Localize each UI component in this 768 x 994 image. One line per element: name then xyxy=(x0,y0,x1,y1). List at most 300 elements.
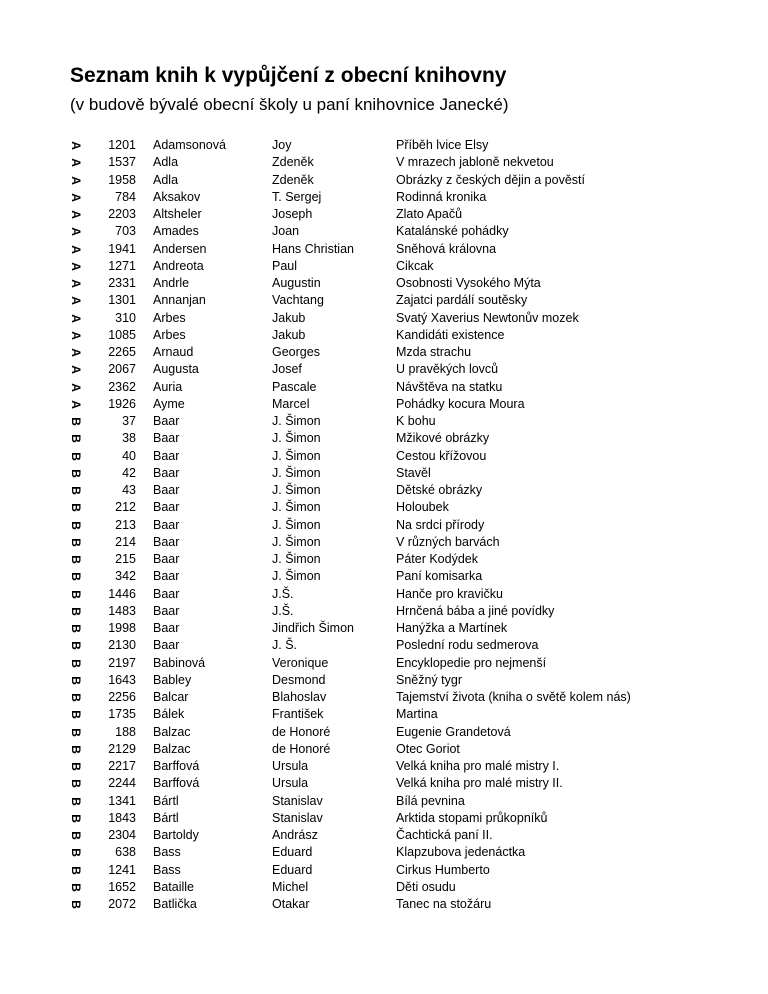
letter-marker xyxy=(66,844,84,861)
author-first-name: Ursula xyxy=(272,759,309,773)
book-row xyxy=(66,465,706,482)
letter-marker-text: B xyxy=(68,417,83,426)
book-row xyxy=(66,862,706,879)
letter-marker-text: A xyxy=(68,382,83,392)
book-title: Rodinná kronika xyxy=(396,189,487,204)
book-number: 1446 xyxy=(108,586,136,601)
book-row xyxy=(66,568,706,585)
author-surname: Baar xyxy=(153,638,180,653)
book-title: Dětské obrázky xyxy=(396,483,483,497)
book-row xyxy=(66,258,706,275)
book-number: 2129 xyxy=(108,741,136,756)
book-title: Děti osudu xyxy=(396,879,456,894)
letter-marker-text: B xyxy=(68,762,83,771)
author-first-name: de Honoré xyxy=(272,741,331,756)
author-first-name: Michel xyxy=(272,879,309,894)
book-title: Osobnosti Vysokého Mýta xyxy=(396,276,541,290)
book-row xyxy=(66,206,706,223)
letter-marker xyxy=(66,586,84,603)
letter-marker-text: A xyxy=(68,244,83,254)
book-title: Tanec na stožáru xyxy=(396,897,492,911)
book-row xyxy=(66,534,706,551)
book-title: Arktida stopami průkopníků xyxy=(396,810,548,825)
book-title: Stavěl xyxy=(396,465,431,480)
author-first-name: J. Šimon xyxy=(272,517,321,532)
book-row xyxy=(66,172,706,189)
author-surname: Barffová xyxy=(153,776,200,791)
book-row xyxy=(66,430,706,447)
letter-marker-text: B xyxy=(68,676,83,685)
author-surname: Baar xyxy=(153,621,180,635)
author-surname: Babinová xyxy=(153,655,206,670)
author-surname: Balzac xyxy=(153,741,191,756)
author-first-name: Josef xyxy=(272,362,302,377)
author-first-name: Stanislav xyxy=(272,810,323,825)
book-title: Zajatci pardálí soutěsky xyxy=(396,293,528,308)
author-surname: Baar xyxy=(153,500,180,515)
book-row xyxy=(66,137,706,154)
author-first-name: J.Š. xyxy=(272,603,294,618)
author-surname: Baar xyxy=(153,431,180,446)
author-surname: Annanjan xyxy=(153,293,206,308)
book-title: V různých barvách xyxy=(396,534,500,549)
letter-marker xyxy=(66,741,84,758)
letter-marker-text: B xyxy=(68,814,83,823)
author-surname: Bártl xyxy=(153,810,179,825)
book-row xyxy=(66,310,706,327)
letter-marker-text: B xyxy=(68,883,83,892)
book-row xyxy=(66,827,706,844)
book-row xyxy=(66,223,706,240)
book-number: 2217 xyxy=(108,759,136,773)
book-row xyxy=(66,396,706,413)
book-title: U pravěkých lovců xyxy=(396,362,499,377)
book-number: 2244 xyxy=(108,776,136,791)
book-number: 1301 xyxy=(108,293,136,308)
book-number: 188 xyxy=(115,724,136,739)
book-title: K bohu xyxy=(396,414,436,428)
letter-marker xyxy=(66,758,84,775)
author-first-name: Paul xyxy=(272,258,298,273)
book-number: 215 xyxy=(115,552,136,566)
author-surname: Bartoldy xyxy=(153,828,199,842)
letter-marker-text: B xyxy=(68,451,83,461)
author-first-name: Otakar xyxy=(272,897,310,911)
letter-marker xyxy=(66,620,84,637)
letter-marker xyxy=(66,396,84,413)
author-first-name: Desmond xyxy=(272,672,326,687)
author-surname: Augusta xyxy=(153,362,199,377)
book-title: Eugenie Grandetová xyxy=(396,724,511,739)
book-row xyxy=(66,292,706,309)
book-list xyxy=(66,137,706,913)
letter-marker-text: A xyxy=(68,313,83,323)
book-title: Martina xyxy=(396,707,438,722)
book-number: 43 xyxy=(122,483,136,497)
book-row xyxy=(66,586,706,603)
author-surname: Aksakov xyxy=(153,189,201,204)
letter-marker xyxy=(66,517,84,534)
book-title: Svatý Xaverius Newtonův mozek xyxy=(396,310,579,325)
letter-marker-text: B xyxy=(68,693,83,702)
letter-marker-text: A xyxy=(68,141,83,150)
book-row xyxy=(66,154,706,171)
author-surname: Andersen xyxy=(153,241,207,256)
book-title: Tajemství života (kniha o světě kolem nás) xyxy=(396,690,631,704)
book-number: 214 xyxy=(115,534,136,549)
letter-marker xyxy=(66,499,84,516)
author-first-name: J. Šimon xyxy=(272,483,321,497)
book-title: Holoubek xyxy=(396,500,449,515)
author-surname: Balzac xyxy=(153,724,191,739)
book-row xyxy=(66,724,706,741)
letter-marker xyxy=(66,655,84,672)
book-row xyxy=(66,775,706,792)
author-first-name: Hans Christian xyxy=(272,241,354,256)
letter-marker xyxy=(66,189,84,206)
letter-marker-text: B xyxy=(68,710,83,720)
author-surname: Adla xyxy=(153,155,179,170)
book-title: Mžikové obrázky xyxy=(396,431,490,446)
book-title: Zlato Apačů xyxy=(396,207,463,221)
book-number: 1652 xyxy=(108,879,136,894)
letter-marker xyxy=(66,568,84,585)
letter-marker xyxy=(66,137,84,154)
letter-marker xyxy=(66,793,84,810)
author-first-name: J. Šimon xyxy=(272,569,321,584)
book-number: 1201 xyxy=(108,138,136,152)
letter-marker xyxy=(66,275,84,292)
book-number: 1958 xyxy=(108,172,136,187)
book-title: Poslední rodu sedmerova xyxy=(396,638,539,653)
author-first-name: J. Šimon xyxy=(272,465,321,480)
author-surname: Baar xyxy=(153,517,180,532)
author-surname: Baar xyxy=(153,483,180,497)
letter-marker-text: B xyxy=(68,900,83,909)
author-first-name: Zdeněk xyxy=(272,172,314,187)
author-first-name: Stanislav xyxy=(272,793,323,808)
book-title: Návštěva na statku xyxy=(396,379,503,394)
book-number: 37 xyxy=(122,414,136,428)
book-row xyxy=(66,810,706,827)
author-surname: Balcar xyxy=(153,690,189,704)
book-row xyxy=(66,379,706,396)
letter-marker xyxy=(66,448,84,465)
letter-marker-text: B xyxy=(68,745,83,754)
book-number: 310 xyxy=(115,310,136,325)
author-first-name: Jindřich Šimon xyxy=(272,621,354,635)
author-surname: Andrle xyxy=(153,276,190,290)
book-row xyxy=(66,896,706,913)
author-surname: Baar xyxy=(153,534,180,549)
letter-marker-text: A xyxy=(68,400,83,409)
letter-marker xyxy=(66,637,84,654)
letter-marker-text: A xyxy=(68,262,83,271)
book-number: 1341 xyxy=(108,793,136,808)
letter-marker xyxy=(66,810,84,827)
letter-marker-text: A xyxy=(68,210,83,219)
book-title: Cirkus Humberto xyxy=(396,862,490,877)
letter-marker xyxy=(66,361,84,378)
letter-marker xyxy=(66,310,84,327)
author-first-name: T. Sergej xyxy=(272,189,322,204)
author-surname: Baar xyxy=(153,448,180,463)
book-title: Paní komisarka xyxy=(396,569,483,584)
author-surname: Arnaud xyxy=(153,345,194,359)
book-row xyxy=(66,655,706,672)
letter-marker-text: B xyxy=(68,641,83,651)
author-surname: Baar xyxy=(153,586,180,601)
author-surname: Bass xyxy=(153,845,181,860)
letter-marker xyxy=(66,706,84,723)
book-title: Cikcak xyxy=(396,258,434,273)
book-title: Obrázky z českých dějin a pověstí xyxy=(396,172,585,187)
letter-marker xyxy=(66,206,84,223)
author-first-name: Veronique xyxy=(272,655,329,670)
book-title: Mzda strachu xyxy=(396,345,472,359)
letter-marker-text: A xyxy=(68,331,83,340)
letter-marker-text: B xyxy=(68,538,83,547)
book-title: Velká kniha pro malé mistry II. xyxy=(396,776,563,791)
book-row xyxy=(66,603,706,620)
author-first-name: J. Šimon xyxy=(272,552,321,566)
letter-marker xyxy=(66,534,84,551)
letter-marker-text: A xyxy=(68,175,83,185)
author-first-name: Marcel xyxy=(272,396,310,411)
author-surname: Adamsonová xyxy=(153,138,226,152)
author-first-name: Augustin xyxy=(272,276,321,290)
letter-marker-text: A xyxy=(68,193,83,202)
book-title: Příběh lvice Elsy xyxy=(396,138,489,152)
author-first-name: Zdeněk xyxy=(272,155,314,170)
book-row xyxy=(66,672,706,689)
letter-marker xyxy=(66,482,84,499)
book-row xyxy=(66,879,706,896)
author-surname: Baar xyxy=(153,465,180,480)
author-first-name: Jakub xyxy=(272,310,306,325)
book-title: Hanče pro kravičku xyxy=(396,586,503,601)
author-first-name: Ursula xyxy=(272,776,309,791)
letter-marker xyxy=(66,413,84,430)
book-number: 1941 xyxy=(108,241,136,256)
book-title: Páter Kodýdek xyxy=(396,552,478,566)
book-number: 212 xyxy=(115,500,136,515)
author-first-name: J. Šimon xyxy=(272,431,321,446)
page-title: Seznam knih k vypůjčení z obecní knihovny xyxy=(70,64,507,87)
author-first-name: Vachtang xyxy=(272,293,324,308)
letter-marker xyxy=(66,241,84,258)
book-row xyxy=(66,758,706,775)
author-surname: Bártl xyxy=(153,793,179,808)
book-number: 1241 xyxy=(108,862,136,877)
book-number: 2304 xyxy=(108,828,136,842)
book-row xyxy=(66,620,706,637)
book-row xyxy=(66,241,706,258)
author-first-name: Andrász xyxy=(272,828,318,842)
author-first-name: Joan xyxy=(272,224,300,239)
book-row xyxy=(66,413,706,430)
letter-marker xyxy=(66,551,84,568)
book-number: 342 xyxy=(115,569,136,584)
author-first-name: J. Šimon xyxy=(272,448,321,463)
letter-marker-text: B xyxy=(68,727,83,737)
author-surname: Baar xyxy=(153,603,180,618)
letter-marker-text: B xyxy=(68,434,83,444)
book-number: 38 xyxy=(122,431,136,446)
book-row xyxy=(66,551,706,568)
book-number: 2265 xyxy=(108,345,136,359)
letter-marker-text: A xyxy=(68,227,83,237)
letter-marker xyxy=(66,879,84,896)
book-row xyxy=(66,689,706,706)
author-first-name: Pascale xyxy=(272,379,317,394)
book-number: 40 xyxy=(122,448,136,463)
letter-marker xyxy=(66,292,84,309)
book-number: 2362 xyxy=(108,379,136,394)
letter-marker xyxy=(66,379,84,396)
book-number: 1271 xyxy=(108,258,136,273)
letter-marker-text: A xyxy=(68,158,83,168)
letter-marker-text: B xyxy=(68,658,83,668)
author-first-name: Eduard xyxy=(272,862,313,877)
author-surname: Baar xyxy=(153,569,180,584)
author-surname: Baar xyxy=(153,552,180,566)
author-first-name: František xyxy=(272,707,324,722)
book-title: Kandidáti existence xyxy=(396,327,505,342)
letter-marker xyxy=(66,154,84,171)
author-first-name: J. Šimon xyxy=(272,414,321,428)
book-row xyxy=(66,327,706,344)
book-title: Hanýžka a Martínek xyxy=(396,621,508,635)
book-row xyxy=(66,448,706,465)
author-surname: Batlička xyxy=(153,897,197,911)
letter-marker-text: B xyxy=(68,624,83,633)
letter-marker-text: B xyxy=(68,831,83,840)
letter-marker xyxy=(66,465,84,482)
letter-marker-text: B xyxy=(68,779,83,789)
book-number: 2256 xyxy=(108,690,136,704)
letter-marker-text: A xyxy=(68,296,83,306)
letter-marker-text: A xyxy=(68,279,83,288)
book-row xyxy=(66,517,706,534)
letter-marker xyxy=(66,896,84,913)
book-number: 1998 xyxy=(108,621,136,635)
book-title: Bílá pevnina xyxy=(396,793,465,808)
letter-marker-text: B xyxy=(68,486,83,495)
author-first-name: de Honoré xyxy=(272,724,331,739)
book-title: V mrazech jabloně nekvetou xyxy=(396,155,554,170)
book-number: 703 xyxy=(115,224,136,239)
book-row xyxy=(66,275,706,292)
letter-marker xyxy=(66,172,84,189)
letter-marker xyxy=(66,327,84,344)
letter-marker xyxy=(66,862,84,879)
book-title: Katalánské pohádky xyxy=(396,224,509,239)
author-surname: Bass xyxy=(153,862,181,877)
author-surname: Arbes xyxy=(153,327,186,342)
book-row xyxy=(66,189,706,206)
author-surname: Arbes xyxy=(153,310,186,325)
letter-marker xyxy=(66,827,84,844)
author-first-name: Joy xyxy=(272,138,292,152)
letter-marker xyxy=(66,344,84,361)
author-surname: Auria xyxy=(153,379,183,394)
book-row xyxy=(66,844,706,861)
author-surname: Bataille xyxy=(153,879,194,894)
letter-marker xyxy=(66,724,84,741)
book-title: Klapzubova jedenáctka xyxy=(396,845,526,860)
book-title: Sněžný tygr xyxy=(396,672,463,687)
author-first-name: Blahoslav xyxy=(272,690,327,704)
author-first-name: J. Šimon xyxy=(272,500,321,515)
book-title: Na srdci přírody xyxy=(396,517,485,532)
letter-marker-text: B xyxy=(68,865,83,875)
author-first-name: Joseph xyxy=(272,207,313,221)
author-surname: Altsheler xyxy=(153,207,202,221)
author-first-name: J.Š. xyxy=(272,586,294,601)
letter-marker-text: A xyxy=(68,348,83,357)
book-title: Hrnčená bába a jiné povídky xyxy=(396,603,555,618)
letter-marker-text: B xyxy=(68,469,83,478)
book-number: 42 xyxy=(122,465,136,480)
letter-marker-text: B xyxy=(68,572,83,582)
book-row xyxy=(66,499,706,516)
letter-marker-text: B xyxy=(68,589,83,599)
author-surname: Baar xyxy=(153,414,180,428)
author-first-name: Eduard xyxy=(272,845,313,860)
book-number: 213 xyxy=(115,517,136,532)
book-number: 638 xyxy=(115,845,136,860)
book-row xyxy=(66,361,706,378)
author-surname: Barffová xyxy=(153,759,200,773)
letter-marker-text: B xyxy=(68,503,83,513)
letter-marker xyxy=(66,775,84,792)
letter-marker xyxy=(66,430,84,447)
author-first-name: J. Šimon xyxy=(272,534,321,549)
letter-marker xyxy=(66,672,84,689)
book-number: 1085 xyxy=(108,327,136,342)
book-number: 2197 xyxy=(108,655,136,670)
book-number: 1643 xyxy=(108,672,136,687)
book-number: 1537 xyxy=(108,155,136,170)
author-surname: Ayme xyxy=(153,396,185,411)
letter-marker-text: B xyxy=(68,520,83,530)
book-row xyxy=(66,706,706,723)
book-title: Čachtická paní II. xyxy=(396,828,493,842)
book-row xyxy=(66,482,706,499)
book-title: Velká kniha pro malé mistry I. xyxy=(396,759,560,773)
book-title: Pohádky kocura Moura xyxy=(396,396,525,411)
book-number: 1926 xyxy=(108,396,136,411)
letter-marker xyxy=(66,223,84,240)
book-number: 784 xyxy=(115,189,136,204)
author-first-name: Jakub xyxy=(272,327,306,342)
letter-marker xyxy=(66,689,84,706)
letter-marker-text: A xyxy=(68,365,83,375)
book-number: 1843 xyxy=(108,810,136,825)
book-title: Sněhová královna xyxy=(396,241,497,256)
book-number: 2331 xyxy=(108,276,136,290)
book-title: Cestou křížovou xyxy=(396,448,487,463)
book-row xyxy=(66,793,706,810)
letter-marker xyxy=(66,603,84,620)
book-number: 2203 xyxy=(108,207,136,221)
author-first-name: Georges xyxy=(272,345,320,359)
letter-marker-text: B xyxy=(68,555,83,564)
book-row xyxy=(66,637,706,654)
letter-marker-text: B xyxy=(68,848,83,858)
book-row xyxy=(66,741,706,758)
